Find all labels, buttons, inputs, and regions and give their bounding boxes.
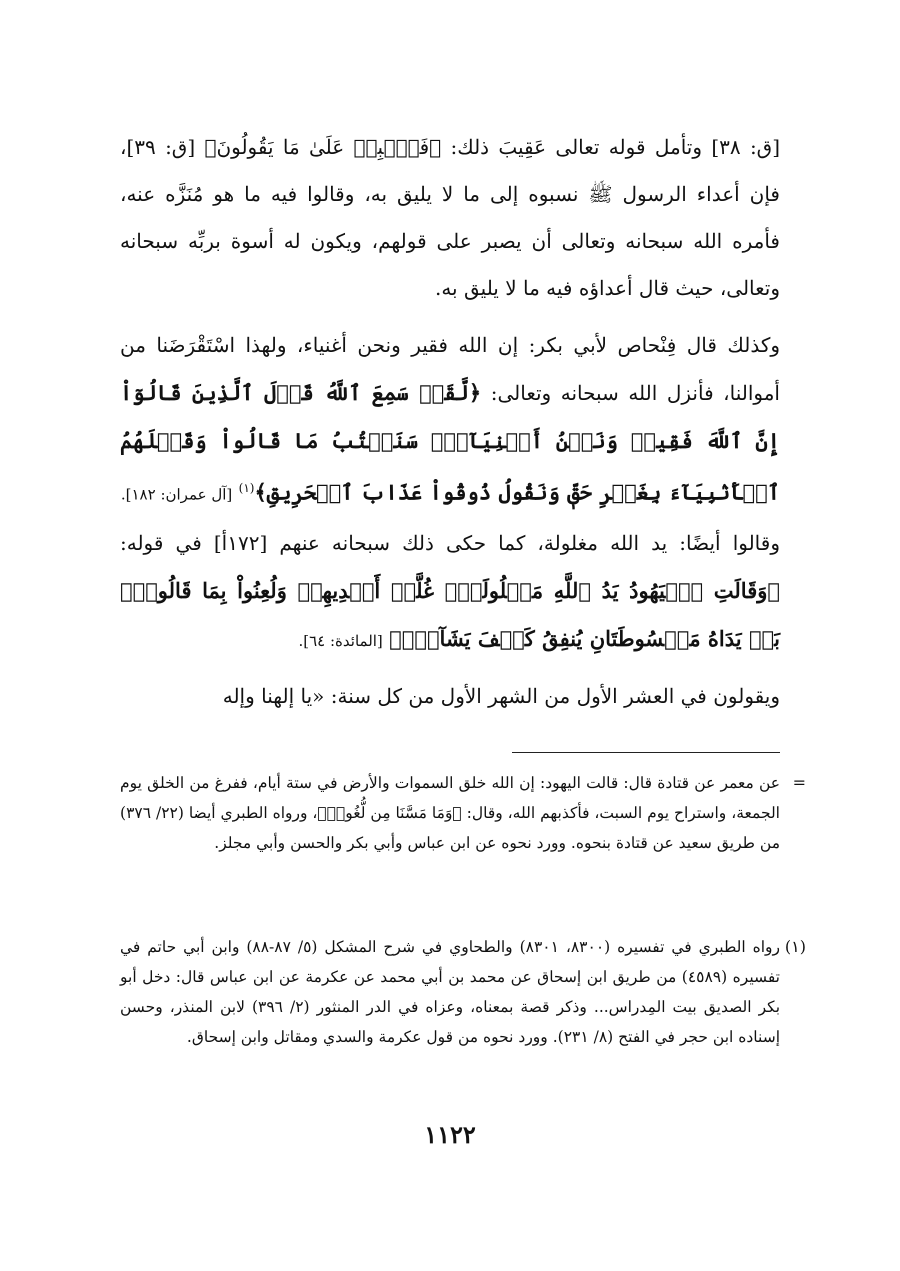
paragraph-3-text (120, 520, 780, 665)
footnote-continuation (120, 768, 806, 858)
quran-verse-al-imran: ﴿لَّقَدۡ سَمِعَ ٱللَّهُ قَوۡلَ ٱلَّذِينَ قَالُوٓاْ إِنَّ ٱللَّهَ فَقِيرٞ وَنَحۡنُ أَغۡنِيَآءُۘ سَنَكۡتُبُ مَا قَالُواْ وَقَتۡلَهُمُ ٱلۡأَنۢبِيَآءَ بِغَيۡرِ حَقّٖ وَنَقُولُ ذُوقُواْ عَذَابَ ٱلۡحَرِيقِ﴾ (120, 380, 780, 505)
paragraph-1-text: [ق: ٣٨] وتأمل قوله تعالى عَقِيبَ ذلك: ﴿فَٱصۡبِرۡ عَلَىٰ مَا يَقُولُونَ﴾ [ق: ٣٩]، فإن أعداء الرسول ﷺ نسبوه إلى ما لا يليق به، وقالوا فيه ما هو مُنَزَّه عنه، فأمره الله سبحانه وتعالى أن يصبر على قولهم، ويكون له أسوة بربِّه سبحانه وتعالى، حيث قال أعداؤه فيه ما لا يليق به. (120, 135, 780, 300)
page-number: ١١٢٢ (424, 1120, 476, 1149)
paragraph-4-text: ويقولون في العشر الأول من الشهر الأول من كل سنة: «يا إلهنا وإله (222, 684, 780, 708)
footnote-1-marker: (١) (784, 937, 806, 956)
footnote-1-text: رواه الطبري في تفسيره (٨٣٠٠، ٨٣٠١) والطحاوي في شرح المشكل (٥/ ٨٧-٨٨) وابن أبي حاتم في تفسيره (٤٥٨٩) من طريق ابن إسحاق عن محمد بن أبي محمد عن عكرمة عن ابن عباس قال: دخل أبو بكر الصديق بيت المِدراس... وذكر قصة بمعناه، وعزاه في الدر المنثور (٢/ ٣٩٦) لابن المنذر، وحسن إسناده ابن حجر في الفتح (٨/ ٢٣١). وورد نحوه من قول عكرمة والسدي ومقاتل وابن إسحاق. (120, 938, 781, 1046)
footnote-1 (120, 932, 806, 1052)
paragraph-1 (120, 124, 780, 312)
paragraph-2-text (120, 322, 780, 519)
footnote-continuation-text: عن معمر عن قتادة قال: قالت اليهود: إن الله خلق السموات والأرض في ستة أيام، ففرغ من الخلق يوم الجمعة، واستراح يوم السبت، فأكذبهم الله، وقال: ﴿وَمَا مَسَّنَا مِن لُّغُوبٖ﴾، ورواه الطبري أيضا (٢٢/ ٣٧٦) من طريق سعيد عن قتادة بنحوه. وورد نحوه عن ابن عباس وأبي بكر والحسن وأبي مجلز. (120, 774, 780, 852)
paragraph-3-intro: وقالوا أيضًا: يد الله مغلولة، كما حكى ذلك سبحانه عنهم [١٧٢أ] في قوله: (120, 531, 780, 555)
paragraph-2-intro: وكذلك قال فِنْحاص لأبي بكر: إن الله فقير ونحن أغنياء، ولهذا اسْتَقْرَضَنا من أموالنا، فأنزل الله سبحانه وتعالى: (120, 333, 780, 405)
verse-reference-al-imran: [آل عمران: ١٨٢]. (120, 485, 233, 504)
footnote-continuation-marker: = (792, 773, 806, 792)
paragraph-2 (120, 322, 780, 519)
paragraph-3 (120, 520, 780, 665)
footnote-separator (512, 752, 780, 753)
paragraph-4 (120, 673, 780, 720)
footnote-ref-1: (١) (238, 481, 255, 495)
verse-reference-al-maidah: [المائدة: ٦٤]. (298, 632, 383, 650)
quran-verse-al-maidah: ﴿وَقَالَتِ ٱلۡيَهُودُ يَدُ ٱللَّهِ مَغۡلُولَةٌۚ غُلَّتۡ أَيۡدِيهِمۡ وَلُعِنُواْ بِمَا قَالُواْۘ بَلۡ يَدَاهُ مَبۡسُوطَتَانِ يُنفِقُ كَيۡفَ يَشَآءُۚ﴾ (120, 578, 780, 651)
